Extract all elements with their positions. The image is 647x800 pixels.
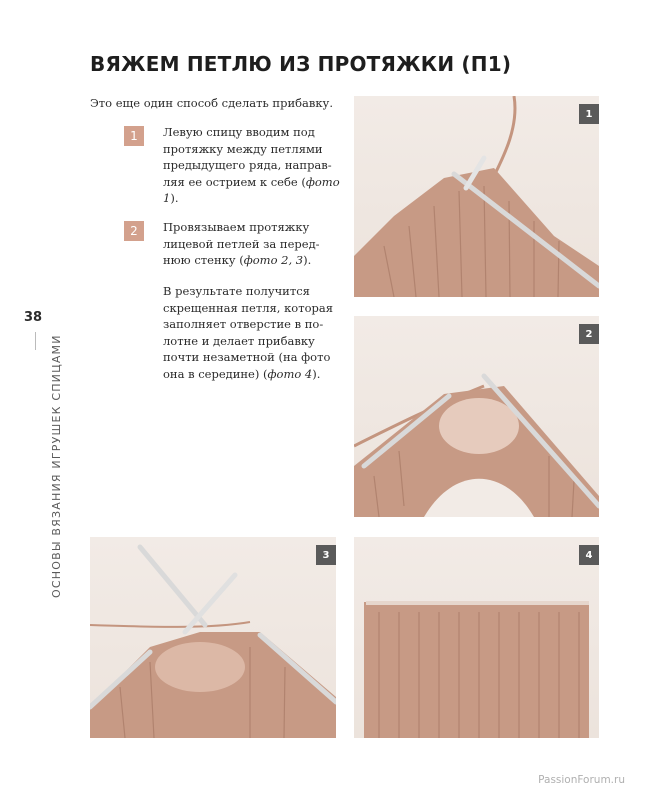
photo-number-badge: 1 (579, 104, 599, 124)
photo-reference: фото 2, 3 (243, 253, 304, 267)
step-2 (124, 219, 340, 269)
page-title: ВЯЖЕМ ПЕТЛЮ ИЗ ПРОТЯЖКИ (П1) (90, 52, 512, 76)
step-1 (124, 124, 340, 207)
photo-2 (354, 316, 599, 517)
photo-4 (354, 537, 599, 738)
step-text: Левую спицу вводим под протяжку между петлями предыдущего ряда, направ-ляя ее острием к себе (фото 1). (163, 125, 340, 205)
photo-reference: фото 4 (267, 366, 313, 381)
photo-3 (90, 537, 336, 738)
watermark: PassionForum.ru (538, 774, 625, 786)
photo-number-badge: 3 (316, 545, 336, 565)
step-number-badge: 2 (124, 221, 144, 241)
intro-text: Это еще один способ сделать прибавку. (90, 96, 333, 110)
photo-number-badge: 4 (579, 545, 599, 565)
page-number: 38 (24, 310, 43, 325)
step-text: Провязываем протяжку лицевой петлей за перед-нюю стенку (фото 2, 3). (163, 220, 320, 267)
step-number-badge: 1 (124, 126, 144, 146)
side-chapter-label: ОСНОВЫ ВЯЗАНИЯ ИГРУШЕК СПИЦАМИ (50, 334, 63, 598)
photo-1 (354, 96, 599, 297)
result-paragraph: В результате получится скрещенная петля, которая заполняет отверстие в по-лотне и делает прибавку почти незаметной (на фото она в середине) (фото 4). (163, 284, 333, 381)
side-divider (35, 332, 36, 350)
photo-number-badge: 2 (579, 324, 599, 344)
photo-reference: фото 1 (163, 174, 340, 205)
